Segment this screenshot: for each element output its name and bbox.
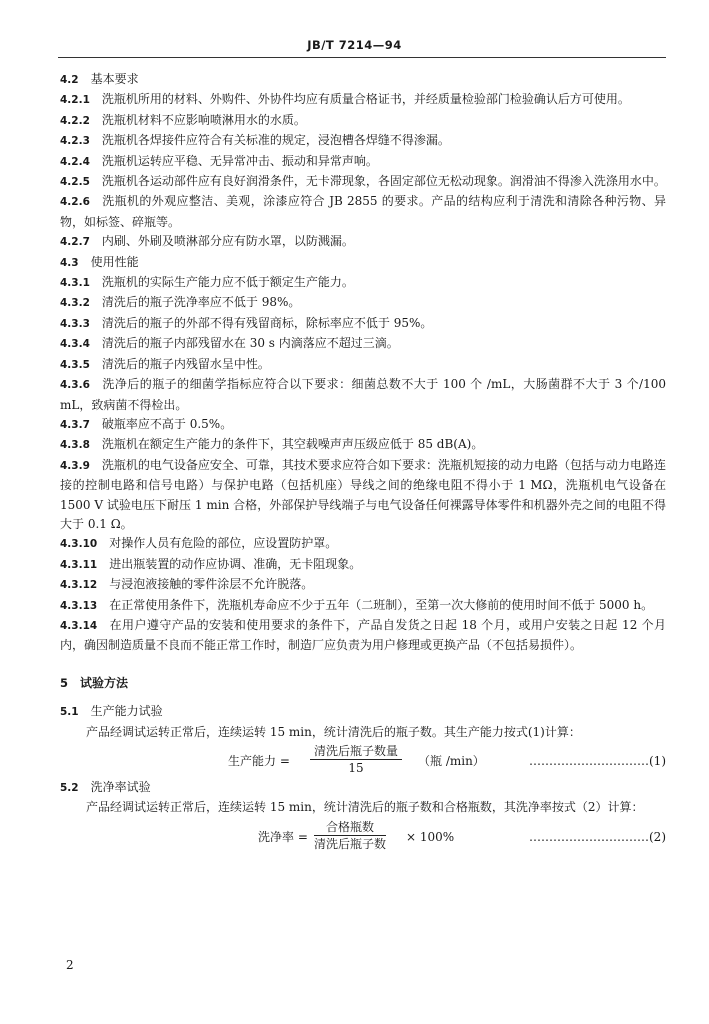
clause-text: 清洗后的瓶子洗净率应不低于 98%。 xyxy=(101,295,301,310)
formula-ref: …………………………(1) xyxy=(529,754,666,768)
clause-number: 4.2.4 xyxy=(60,155,90,168)
clause-4-3-5 xyxy=(60,355,666,375)
clause-text: 内刷、外刷及喷淋部分应有防水罩，以防溅漏。 xyxy=(101,234,354,249)
clause-4-3-6 xyxy=(60,375,666,415)
clause-number: 4.2.2 xyxy=(60,114,90,127)
clause-text: 洗瓶机所用的材料、外购件、外协件均应有质量合格证书，并经质量检验部门检验确认后方可使用。 xyxy=(101,92,630,107)
clause-text: 对操作人员有危险的部位，应设置防护罩。 xyxy=(109,536,338,551)
clause-5-1-heading xyxy=(60,702,666,722)
clause-number: 4.2.3 xyxy=(60,135,90,148)
clause-text: 洗瓶机的实际生产能力应不低于额定生产能力。 xyxy=(101,275,354,290)
clause-number: 4.3.4 xyxy=(60,338,90,351)
page-number: 2 xyxy=(66,958,74,972)
clause-title: 洗净率试验 xyxy=(90,780,151,794)
clause-number: 4.3.5 xyxy=(60,358,90,371)
clause-number: 4.3.8 xyxy=(60,439,90,452)
clause-text: 洗瓶机在额定生产能力的条件下，其空载噪声声压级应低于 85 dB(A)。 xyxy=(101,437,484,452)
clause-text: 在正常使用条件下，洗瓶机寿命应不少于五年（二班制），至第一次大修前的使用时间不低于 5000 h。 xyxy=(109,597,654,612)
formula-fraction xyxy=(310,744,402,776)
clause-text: 基本要求 xyxy=(90,72,139,86)
clause-text: 洗瓶机各运动部件应有良好润滑条件，无卡滞现象，各固定部位无松动现象。润滑油不得渗入洗涤用水中。 xyxy=(101,174,666,189)
clause-number: 4.3.2 xyxy=(60,297,90,310)
clause-4-2-6 xyxy=(60,192,666,232)
clause-4-2 xyxy=(60,70,666,90)
clause-4-2-7 xyxy=(60,232,666,252)
clause-text: 与浸泡液接触的零件涂层不允许脱落。 xyxy=(109,577,314,592)
clause-4-2-4 xyxy=(60,152,666,172)
clause-4-2-5 xyxy=(60,172,666,192)
clause-4-3-9 xyxy=(60,456,666,535)
formula-numerator: 清洗后瓶子数量 xyxy=(310,744,402,760)
section-number: 5 xyxy=(60,675,69,690)
formula-ref: …………………………(2) xyxy=(529,829,666,844)
clause-number: 4.2.5 xyxy=(60,176,90,189)
clause-number: 4.3.6 xyxy=(60,379,90,392)
clause-text: 在用户遵守产品的安装和使用要求的条件下，产品自发货之日起 18 个月，或用户安装之日起 12 个月内，确因制造质量不良而不能正常工作时，制造厂应负责为用户修理或更换产品（不包括易损件）。 xyxy=(60,617,666,653)
clause-text: 洗瓶机材料不应影响喷淋用水的水质。 xyxy=(101,112,306,127)
formula-unit: × 100% xyxy=(406,829,455,844)
clause-4-3-11 xyxy=(60,555,666,575)
formula-fraction xyxy=(314,820,386,852)
section-gap xyxy=(60,665,666,674)
formula-denominator: 15 xyxy=(348,761,364,775)
clause-4-3-2 xyxy=(60,293,666,313)
clause-text: 破瓶率应不高于 0.5%。 xyxy=(101,416,233,431)
clause-4-3-4 xyxy=(60,334,666,354)
clause-number: 4.2.7 xyxy=(60,236,90,249)
clause-text: 使用性能 xyxy=(90,254,139,269)
clause-5-1-text: 产品经调试运转正常后，连续运转 15 min，统计清洗后的瓶子数。其生产能力按式(1)计算： xyxy=(86,724,581,739)
clause-number: 4.3.14 xyxy=(60,619,98,632)
clause-text: 洗瓶机的外观应整洁、美观，涂漆应符合 JB 2855 的要求。产品的结构应利于清洗和清除各种污物、异物，如标签、碎瓶等。 xyxy=(60,194,666,229)
header-rule xyxy=(58,57,666,58)
section-5-heading xyxy=(60,674,666,693)
clause-4-3-8 xyxy=(60,435,666,455)
clause-5-2-text: 产品经调试运转正常后，连续运转 15 min，统计清洗后的瓶子数和合格瓶数，其洗净率按式（2）计算： xyxy=(86,800,644,815)
clause-4-3-14 xyxy=(60,616,666,656)
document-body xyxy=(60,70,666,854)
section-gap xyxy=(60,656,666,665)
clause-number: 4.3.12 xyxy=(60,579,98,592)
clause-number: 4.3.10 xyxy=(60,538,98,551)
clause-4-3-12 xyxy=(60,575,666,595)
clause-title: 生产能力试验 xyxy=(90,704,163,719)
clause-4-2-3 xyxy=(60,131,666,151)
clause-number: 4.3.11 xyxy=(60,558,98,571)
standard-code-header: JB/T 7214—94 xyxy=(307,38,402,52)
clause-text: 清洗后的瓶子内部残留水在 30 s 内滴落应不超过三滴。 xyxy=(101,336,399,351)
formula-unit: （瓶 /min） xyxy=(418,754,485,768)
clause-4-3-7 xyxy=(60,415,666,435)
clause-text: 进出瓶装置的动作应协调、准确，无卡阻现象。 xyxy=(109,556,362,571)
clause-text: 清洗后的瓶子内残留水呈中性。 xyxy=(101,356,270,371)
formula-lhs: 生产能力 = xyxy=(228,754,290,768)
clause-4-3-10 xyxy=(60,534,666,554)
clause-5-2-heading xyxy=(60,778,666,798)
formula-numerator: 合格瓶数 xyxy=(314,820,386,836)
clause-number: 5.1 xyxy=(60,706,79,719)
clause-number: 4.3.3 xyxy=(60,317,90,330)
clause-number: 4.2 xyxy=(60,74,79,86)
section-title: 试验方法 xyxy=(80,675,129,690)
clause-number: 4.3.1 xyxy=(60,277,90,290)
clause-4-2-2 xyxy=(60,111,666,131)
clause-number: 4.2.1 xyxy=(60,94,90,107)
clause-number: 4.3 xyxy=(60,256,79,269)
clause-4-2-1 xyxy=(60,90,666,110)
clause-number: 4.3.7 xyxy=(60,418,90,431)
clause-4-3 xyxy=(60,253,666,273)
clause-4-3-3 xyxy=(60,314,666,334)
clause-number: 4.3.9 xyxy=(60,459,90,472)
clause-text: 洗瓶机的电气设备应安全、可靠，其技术要求应符合如下要求：洗瓶机短接的动力电路（包括与动力电路连接的控制电路和信号电路）与保护电路（包括机座）导线之间的绝缘电阻不得小于 1 MΩ，洗瓶机电气设备在 1500 V 试验电压下耐压 1 min 合格，外部保护导线端子与电气设备任何裸露导体零件和机器外壳之间的电阻不得大于 0.1 Ω。 xyxy=(60,457,666,531)
clause-number: 4.2.6 xyxy=(60,196,90,209)
clause-text: 洗净后的瓶子的细菌学指标应符合以下要求：细菌总数不大于 100 个 /mL，大肠菌群不大于 3 个/100 mL，致病菌不得检出。 xyxy=(60,377,666,412)
clause-text: 清洗后的瓶子的外部不得有残留商标，除标率应不低于 95%。 xyxy=(101,315,433,330)
formula-lhs: 洗净率 = xyxy=(258,829,308,844)
clause-text: 洗瓶机各焊接件应符合有关标准的规定，浸泡槽各焊缝不得渗漏。 xyxy=(101,133,450,148)
clause-number: 5.2 xyxy=(60,782,79,794)
clause-number: 4.3.13 xyxy=(60,599,98,612)
formula-1 xyxy=(60,742,666,778)
section-gap xyxy=(60,693,666,702)
formula-denominator: 清洗后瓶子数 xyxy=(314,836,387,851)
formula-2 xyxy=(60,818,666,854)
clause-4-3-1 xyxy=(60,273,666,293)
clause-text: 洗瓶机运转应平稳、无异常冲击、振动和异常声响。 xyxy=(101,153,378,168)
clause-4-3-13 xyxy=(60,596,666,616)
